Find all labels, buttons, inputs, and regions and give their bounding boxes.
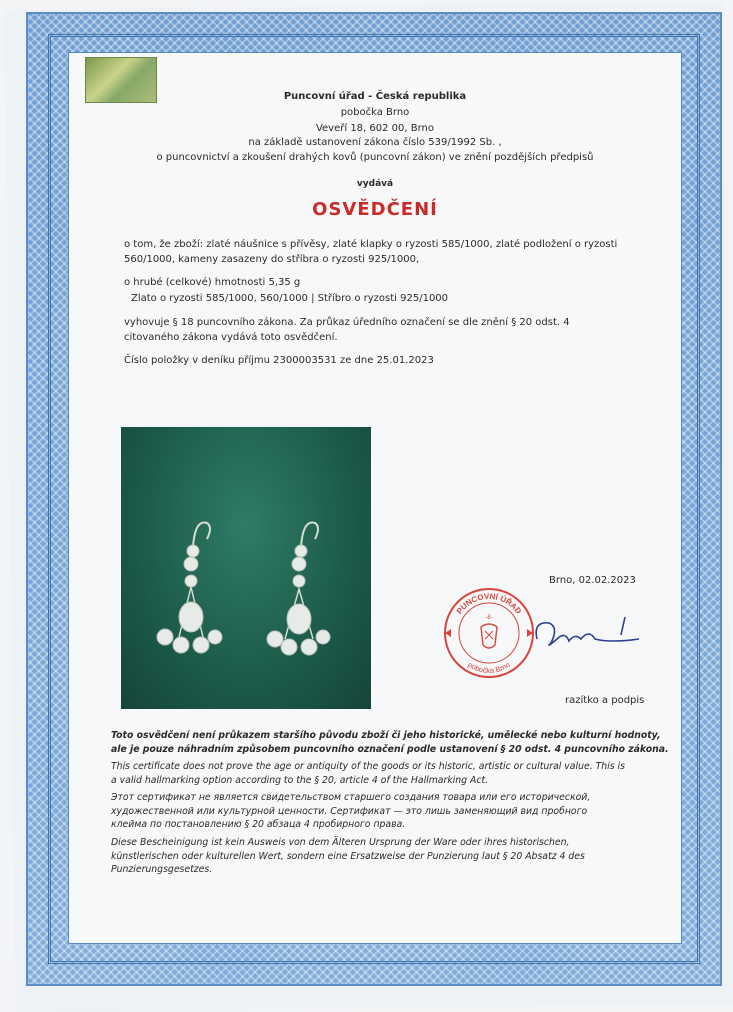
item-number: Číslo položky v deníku příjmu 2300003531 ze dne 25.01.2023 xyxy=(124,355,434,366)
disclaimer-en-2: a valid hallmarking option according to the § 20, article 4 of the Hallmarking Act. xyxy=(111,774,489,786)
earrings-illustration xyxy=(121,427,371,709)
disclaimer-ru-1: Этот сертификат не является свидетельством старшего создания товара или его исторической, xyxy=(111,792,591,803)
stamp-number: -8- xyxy=(485,615,493,621)
law-reference xyxy=(69,135,681,165)
disclaimer-de-1: Diese Bescheinigung ist kein Ausweis von dem Älteren Ursprung der Ware oder ihres historischen, xyxy=(111,837,570,848)
product-photo xyxy=(121,427,371,709)
goods-desc-1: o tom, že zboží: zlaté náušnice s přívěsy, zlaté klapky o ryzosti 585/1000, zlaté podložení o ryzosti xyxy=(124,239,618,250)
disclaimer-cz-1: Toto osvědčení není průkazem staršího původu zboží či jeho historické, umělecké nebo kulturní hodnoty, xyxy=(111,730,661,741)
stamp-top-text: PUNCOVNÍ ÚŘAD xyxy=(454,591,524,616)
disclaimer-de-2: künstlerischen oder kulturellen Wert, sondern eine Ersatzweise der Punzierung laut § 20 Absatz 4 des xyxy=(111,850,585,862)
compliance-text xyxy=(124,315,644,345)
guilloche-border xyxy=(26,12,722,986)
official-stamp xyxy=(439,583,539,683)
disclaimer-ru-2: художественной или культурной ценности. Сертификат — это лишь заменяющий вид пробного xyxy=(111,805,588,817)
signature-label: razítko a podpis xyxy=(565,695,645,706)
disclaimer-ru-3: клейма по постановлению § 20 абзаца 4 пробирного права. xyxy=(111,819,406,830)
signature xyxy=(529,609,649,659)
disclaimer-english xyxy=(111,760,681,787)
stamp-bottom-text: pobočka Brno xyxy=(466,660,512,676)
law-line-1: na základě ustanovení zákona číslo 539/1992 Sb. , xyxy=(248,137,502,148)
lion-emblem-icon xyxy=(481,624,497,648)
issuer-name: Puncovní úřad - Česká republika xyxy=(283,91,467,102)
law-line-2: o puncovnictví a zkoušení drahých kovů (puncovní zákon) ve znění pozdějších předpisů xyxy=(156,152,594,163)
disclaimer-czech xyxy=(111,729,681,756)
issues-word: vydává xyxy=(356,179,394,189)
goods-weight: o hrubé (celkové) hmotnosti 5,35 g xyxy=(124,277,301,288)
disclaimer-de-3: Punzierungsgesetzes. xyxy=(111,864,213,875)
disclaimer-german xyxy=(111,836,681,877)
certificate-title: OSVĚDČENÍ xyxy=(312,199,438,220)
city-date: Brno, 02.02.2023 xyxy=(549,575,636,586)
goods-desc-2: 560/1000, kameny zasazeny do stříbra o ryzosti 925/1000, xyxy=(124,254,420,265)
goods-description xyxy=(124,237,644,267)
issuer-address: Veveří 18, 602 00, Brno xyxy=(315,123,435,134)
svg-text:pobočka Brno xyxy=(466,660,512,675)
disclaimer-russian xyxy=(111,791,681,832)
issuer-branch: pobočka Brno xyxy=(340,107,410,118)
certificate-content xyxy=(68,52,682,944)
compliance-line-1: vyhovuje § 18 puncovního zákona. Za průkaz úředního označení se dle znění § 20 odst. 4 xyxy=(124,317,570,328)
disclaimer-en-1: This certificate does not prove the age or antiquity of the goods or its historic, artistic or cultural value. This is xyxy=(111,761,625,772)
goods-metals: Zlato o ryzosti 585/1000, 560/1000 | Stříbro o ryzosti 925/1000 xyxy=(131,293,449,304)
compliance-line-2: citovaného zákona vydává toto osvědčení. xyxy=(124,332,338,343)
issuer-header xyxy=(69,89,681,137)
disclaimer-cz-2: ale je pouze náhradním způsobem puncovního označení podle ustanovení § 20 odst. 4 puncovního zákona. xyxy=(111,743,669,755)
